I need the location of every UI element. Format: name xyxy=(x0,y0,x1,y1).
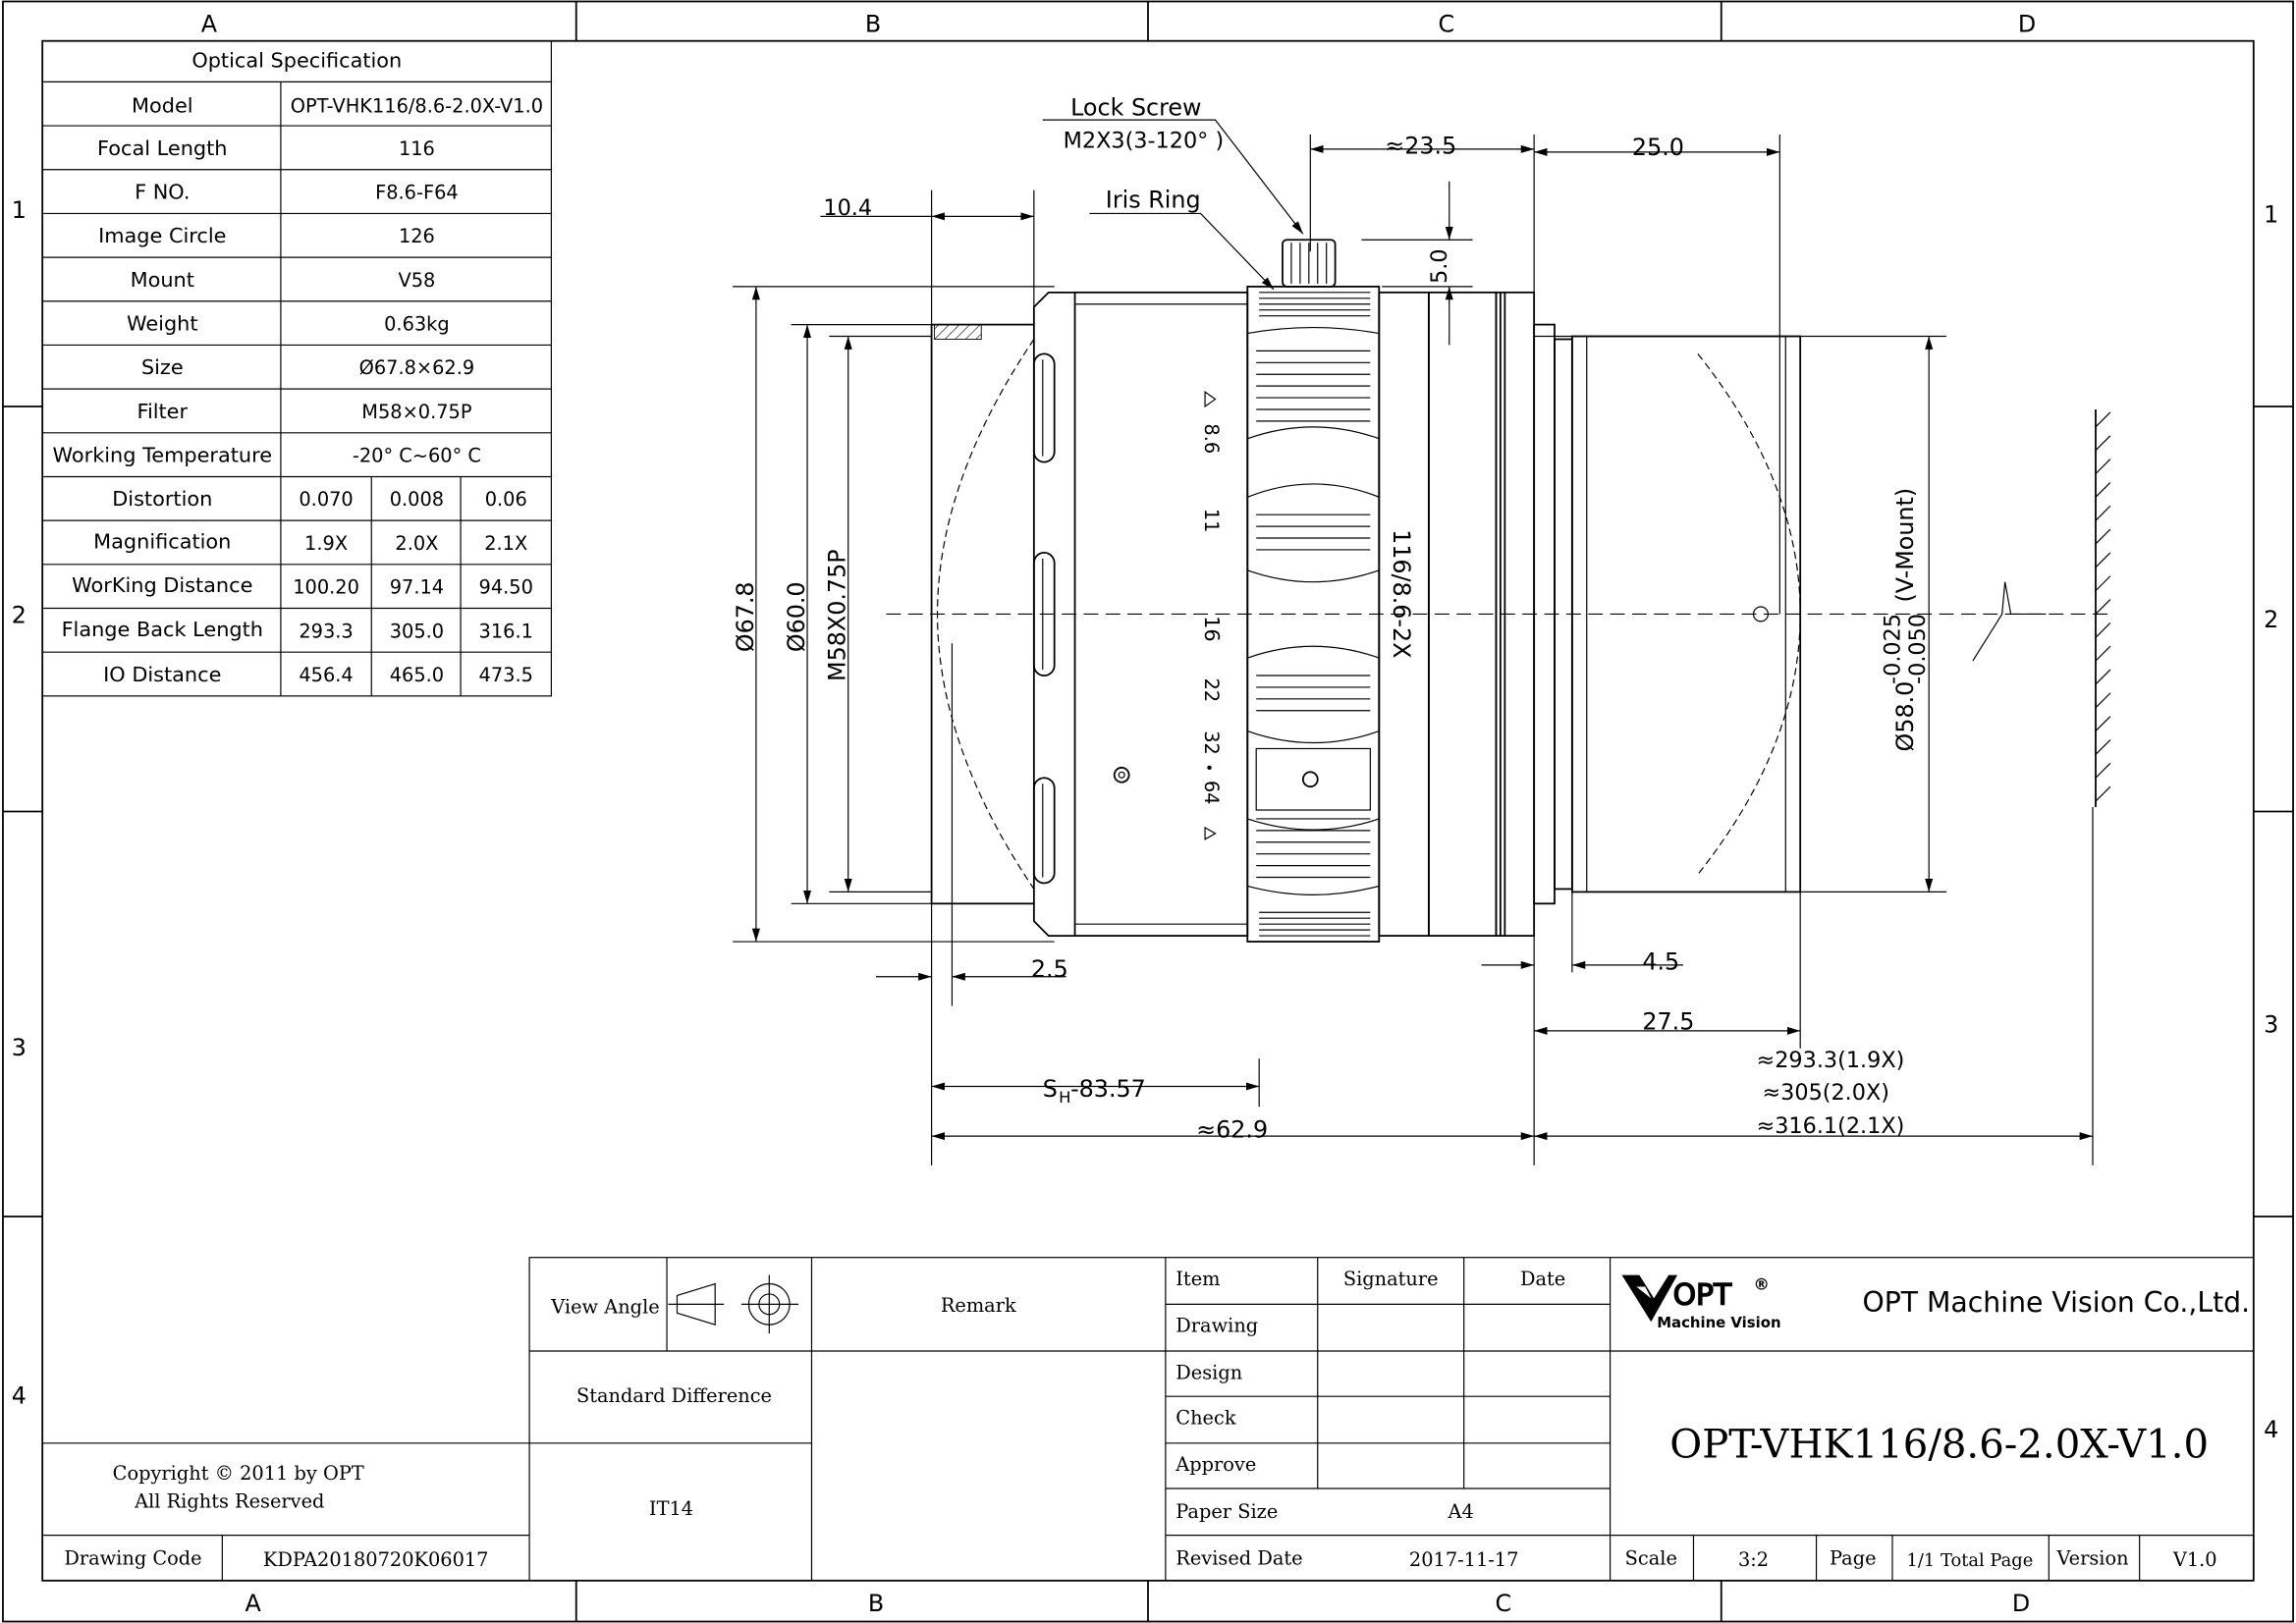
lens-drawing xyxy=(732,94,2110,1165)
row-label-1-left: 1 xyxy=(11,195,27,224)
dim-58-vmount xyxy=(1880,488,1930,752)
drawing-frame xyxy=(3,1,2293,1621)
page-label: Page xyxy=(1830,1546,1877,1570)
spec-value: 473.5 xyxy=(478,663,533,686)
row-label-3-right: 3 xyxy=(2264,1010,2279,1039)
col-label-d-top: D xyxy=(2017,10,2037,38)
revised-date-label: Revised Date xyxy=(1175,1546,1303,1570)
drawing-code-label: Drawing Code xyxy=(64,1546,202,1570)
fstop-label: 8.6 xyxy=(1200,423,1224,455)
spec-label: Size xyxy=(140,355,184,380)
copyright-line-1: Copyright © 2011 by OPT xyxy=(112,1462,364,1486)
spec-value: 2.0X xyxy=(395,531,439,555)
row-label-4-right: 4 xyxy=(2264,1415,2279,1443)
spec-table xyxy=(42,41,551,696)
spec-label: WorKing Distance xyxy=(72,573,253,598)
spec-value: 0.070 xyxy=(299,488,354,512)
iris-ring-label: Iris Ring xyxy=(1105,186,1201,214)
svg-text:Machine Vision: Machine Vision xyxy=(1657,1314,1781,1332)
fstop-label: 22 xyxy=(1200,677,1224,703)
spec-value: 293.3 xyxy=(299,620,354,643)
col-label-c-bottom: C xyxy=(1495,1590,1512,1618)
col-label-d-bottom: D xyxy=(2011,1590,2031,1618)
revised-date: 2017-11-17 xyxy=(1408,1547,1519,1571)
spec-value: 1.9X xyxy=(304,531,349,555)
col-label-b-top: B xyxy=(864,10,882,38)
spec-value: 456.4 xyxy=(299,663,354,686)
grip-ridges xyxy=(1247,328,1379,895)
spec-value: 305.0 xyxy=(389,620,445,643)
spec-value: 2.1X xyxy=(484,531,528,555)
front-hatch xyxy=(935,325,982,340)
spec-value: 116 xyxy=(398,136,435,160)
svg-text:®: ® xyxy=(1753,1274,1770,1294)
flange-back-3: ≈316.1(2.1X) xyxy=(1756,1113,1905,1140)
spec-value: 316.1 xyxy=(478,620,533,643)
fstop-label: 16 xyxy=(1200,616,1225,642)
row-label-1-right: 1 xyxy=(2264,200,2279,229)
spec-label: Distortion xyxy=(112,487,213,512)
version-label: Version xyxy=(2056,1546,2129,1570)
sign-row-label: Check xyxy=(1175,1406,1236,1430)
standard-difference-label: Standard Difference xyxy=(575,1384,773,1408)
row-label-2-left: 2 xyxy=(11,601,27,629)
sign-row-label: Design xyxy=(1175,1361,1243,1384)
col-label-b-bottom: B xyxy=(867,1590,885,1618)
page-value: 1/1 Total Page xyxy=(1906,1549,2034,1571)
signature-header: Signature xyxy=(1342,1267,1439,1290)
svg-text:OPT: OPT xyxy=(1672,1277,1732,1313)
svg-text:S: S xyxy=(1042,1074,1058,1103)
barrel-engraving: 116/8.6-2X xyxy=(1388,529,1416,659)
spec-label: Mount xyxy=(130,267,194,292)
spec-title: Optical Specification xyxy=(191,48,403,73)
paper-size-label: Paper Size xyxy=(1175,1499,1279,1523)
paper-size: A4 xyxy=(1448,1499,1474,1523)
spec-label: IO Distance xyxy=(103,662,222,686)
spec-value: 97.14 xyxy=(389,575,445,599)
row-label-3-left: 3 xyxy=(11,1034,27,1062)
row-label-4-left: 4 xyxy=(11,1381,27,1410)
dim-25-0: 25.0 xyxy=(1631,133,1684,161)
spec-value: -20° C~60° C xyxy=(352,444,481,467)
svg-text:-83.57: -83.57 xyxy=(1070,1074,1146,1103)
svg-text:(V-Mount): (V-Mount) xyxy=(1890,487,1919,603)
dim-10-4: 10.4 xyxy=(823,194,873,221)
spec-value: F8.6-F64 xyxy=(375,181,459,204)
dim-4-5: 4.5 xyxy=(1642,947,1680,976)
dim-2-5: 2.5 xyxy=(1030,954,1068,983)
sign-row-label: Drawing xyxy=(1175,1314,1259,1337)
spec-value: 0.008 xyxy=(389,488,445,512)
dim-27-5: 27.5 xyxy=(1642,1007,1695,1036)
copyright-line-2: All Rights Reserved xyxy=(135,1489,325,1513)
spec-value: M58×0.75P xyxy=(361,400,472,423)
item-header: Item xyxy=(1175,1267,1221,1290)
spec-label: Working Temperature xyxy=(52,443,273,467)
dim-60-0: Ø60.0 xyxy=(783,581,811,653)
svg-text:H: H xyxy=(1059,1087,1071,1107)
spec-label: Magnification xyxy=(93,529,232,554)
col-label-c-top: C xyxy=(1438,10,1455,38)
spec-label: F NO. xyxy=(135,180,191,204)
company-name: OPT Machine Vision Co.,Ltd. xyxy=(1862,1285,2251,1319)
flange-back-1: ≈293.3(1.9X) xyxy=(1756,1048,1905,1074)
svg-text:-0.025: -0.025 xyxy=(1880,613,1906,684)
spec-label: Model xyxy=(132,93,193,118)
remark-label: Remark xyxy=(940,1293,1016,1317)
spec-value: 94.50 xyxy=(478,575,533,599)
spec-value: OPT-VHK116/8.6-2.0X-V1.0 xyxy=(290,94,544,118)
dim-23-5: ≈23.5 xyxy=(1385,132,1457,160)
row-label-2-right: 2 xyxy=(2264,605,2279,633)
lock-screw-spec: M2X3(3-120° ) xyxy=(1063,128,1225,154)
spec-label: Filter xyxy=(137,399,189,423)
fstop-label: 11 xyxy=(1200,508,1224,533)
drawing-model: OPT-VHK116/8.6-2.0X-V1.0 xyxy=(1669,1422,2210,1468)
date-header: Date xyxy=(1519,1267,1566,1290)
view-angle-label: View Angle xyxy=(551,1295,660,1319)
opt-logo xyxy=(1621,1274,1780,1331)
svg-text:-0.050: -0.050 xyxy=(1904,613,1931,684)
spec-value: 100.20 xyxy=(293,575,359,599)
spec-value: Ø67.8×62.9 xyxy=(358,356,475,380)
image-plane-hatch xyxy=(2096,412,2110,801)
sign-row-label: Approve xyxy=(1175,1453,1257,1477)
spec-label: Weight xyxy=(127,311,198,336)
spec-value: 0.63kg xyxy=(384,312,450,336)
tolerance-grade: IT14 xyxy=(648,1496,694,1520)
spec-label: Image Circle xyxy=(98,224,227,248)
col-label-a-bottom: A xyxy=(245,1590,261,1618)
lock-screw-label: Lock Screw xyxy=(1070,93,1202,122)
dim-sh xyxy=(1043,1075,1146,1107)
spec-value: 0.06 xyxy=(484,488,527,512)
title-block xyxy=(42,1258,2254,1581)
scale-value: 3:2 xyxy=(1737,1547,1770,1571)
dim-67-8: Ø67.8 xyxy=(731,581,759,653)
spec-label: Flange Back Length xyxy=(61,617,263,641)
spec-label: Focal Length xyxy=(97,135,228,160)
dim-5-0: 5.0 xyxy=(1426,248,1452,284)
flange-back-2: ≈305(2.0X) xyxy=(1762,1079,1890,1106)
spec-value: 126 xyxy=(398,225,435,248)
drawing-code: KDPA20180720K06017 xyxy=(262,1547,489,1571)
target-mark-icon xyxy=(1115,768,1129,783)
dim-m58-thread: M58X0.75P xyxy=(823,549,851,681)
dim-62-9: ≈62.9 xyxy=(1196,1115,1269,1144)
projection-symbol-icon xyxy=(669,1275,799,1334)
spec-value: 465.0 xyxy=(389,663,445,686)
fstop-label: 32 xyxy=(1200,730,1224,755)
spec-value: V58 xyxy=(398,268,436,292)
scale-label: Scale xyxy=(1624,1546,1677,1570)
svg-text:Ø58.0: Ø58.0 xyxy=(1890,680,1919,752)
fstop-label: 64 xyxy=(1200,780,1224,805)
version-value: V1.0 xyxy=(2172,1547,2217,1571)
col-label-a-top: A xyxy=(200,10,218,38)
